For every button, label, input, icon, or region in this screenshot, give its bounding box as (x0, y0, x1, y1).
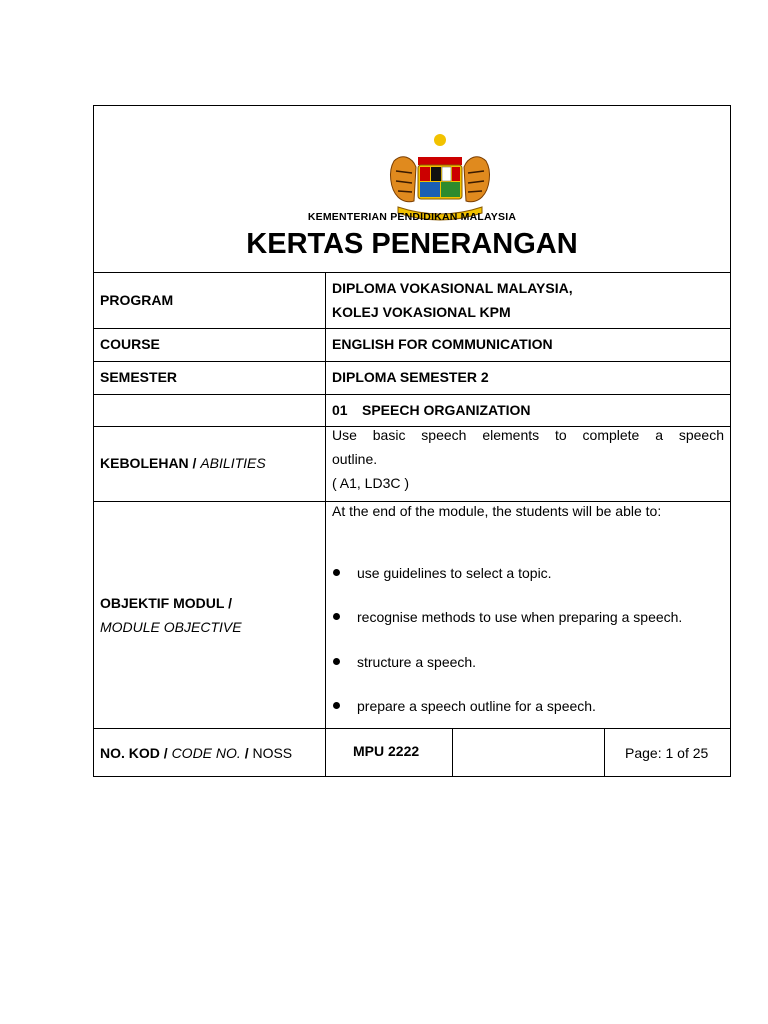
unit-number: 01 (332, 402, 348, 418)
code-label-slash: / (244, 745, 249, 761)
objective-label-italic: MODULE OBJECTIVE (100, 619, 242, 635)
document-table: KEMENTERIAN PENDIDIKAN MALAYSIA KERTAS PENERANGAN PROGRAM DIPLOMA VOKASIONAL MALAYSIA, KOLEJ VOKASIONAL KPM COURSE ENGLISH FOR COMMUNICATION SEMESTER DIPLOMA SEMESTER 2 01 SPEECH ORGANIZATION KEBOLEHAN / ABILITIES Use basic speech elements to complete a speech outline. ( A1, LD3C ) OBJEKTIF MODUL / MODULE OBJECTIVE At the end of the module, the students will be able to: use guidelines to select a topic. recognise methods to use when preparing a speech. structure a speech. prepare a speech outline for a speech. NO. KOD / CODE NO. / NOSS MPU 2222 Page: 1 of 25 (93, 105, 731, 777)
unit-name: SPEECH ORGANIZATION (362, 402, 531, 418)
row-divider (94, 328, 730, 329)
semester-value: DIPLOMA SEMESTER 2 (332, 369, 489, 385)
code-label (100, 741, 292, 765)
bullet-icon (333, 658, 340, 665)
objective-label-bold: OBJEKTIF MODUL / (100, 595, 232, 611)
column-divider (452, 728, 453, 776)
abilities-label (100, 451, 266, 475)
code-label-bold: NO. KOD / (100, 745, 168, 761)
row-divider (94, 272, 730, 273)
code-label-noss: NOSS (252, 745, 293, 761)
row-divider (94, 728, 730, 729)
document-title: KERTAS PENERANGAN (246, 228, 578, 260)
bullet-icon (333, 613, 340, 620)
program-value-line2: KOLEJ VOKASIONAL KPM (332, 304, 511, 320)
program-value-line1: DIPLOMA VOKASIONAL MALAYSIA, (332, 280, 573, 296)
semester-label: SEMESTER (100, 369, 178, 385)
program-label: PROGRAM (100, 292, 174, 308)
row-divider (94, 361, 730, 362)
bullet-icon (333, 702, 340, 709)
abilities-value-line2: outline. (332, 451, 378, 467)
abilities-value-line3: ( A1, LD3C ) (332, 475, 410, 491)
ministry-name: KEMENTERIAN PENDIDIKAN MALAYSIA (307, 211, 517, 223)
course-label: COURSE (100, 336, 160, 352)
course-value: ENGLISH FOR COMMUNICATION (332, 336, 553, 352)
abilities-value-line1: Use basic speech elements to complete a speech (332, 427, 724, 443)
code-label-italic: CODE NO. (171, 745, 241, 761)
row-divider (94, 394, 730, 395)
objective-intro: At the end of the module, the students will be able to: (332, 503, 662, 519)
abilities-label-italic: ABILITIES (200, 455, 266, 471)
column-divider (604, 728, 605, 776)
abilities-label-bold: KEBOLEHAN / (100, 455, 197, 471)
column-divider (325, 272, 326, 776)
bullet-icon (333, 569, 340, 576)
code-value: MPU 2222 (353, 743, 420, 759)
page-number: Page: 1 of 25 (625, 745, 709, 761)
